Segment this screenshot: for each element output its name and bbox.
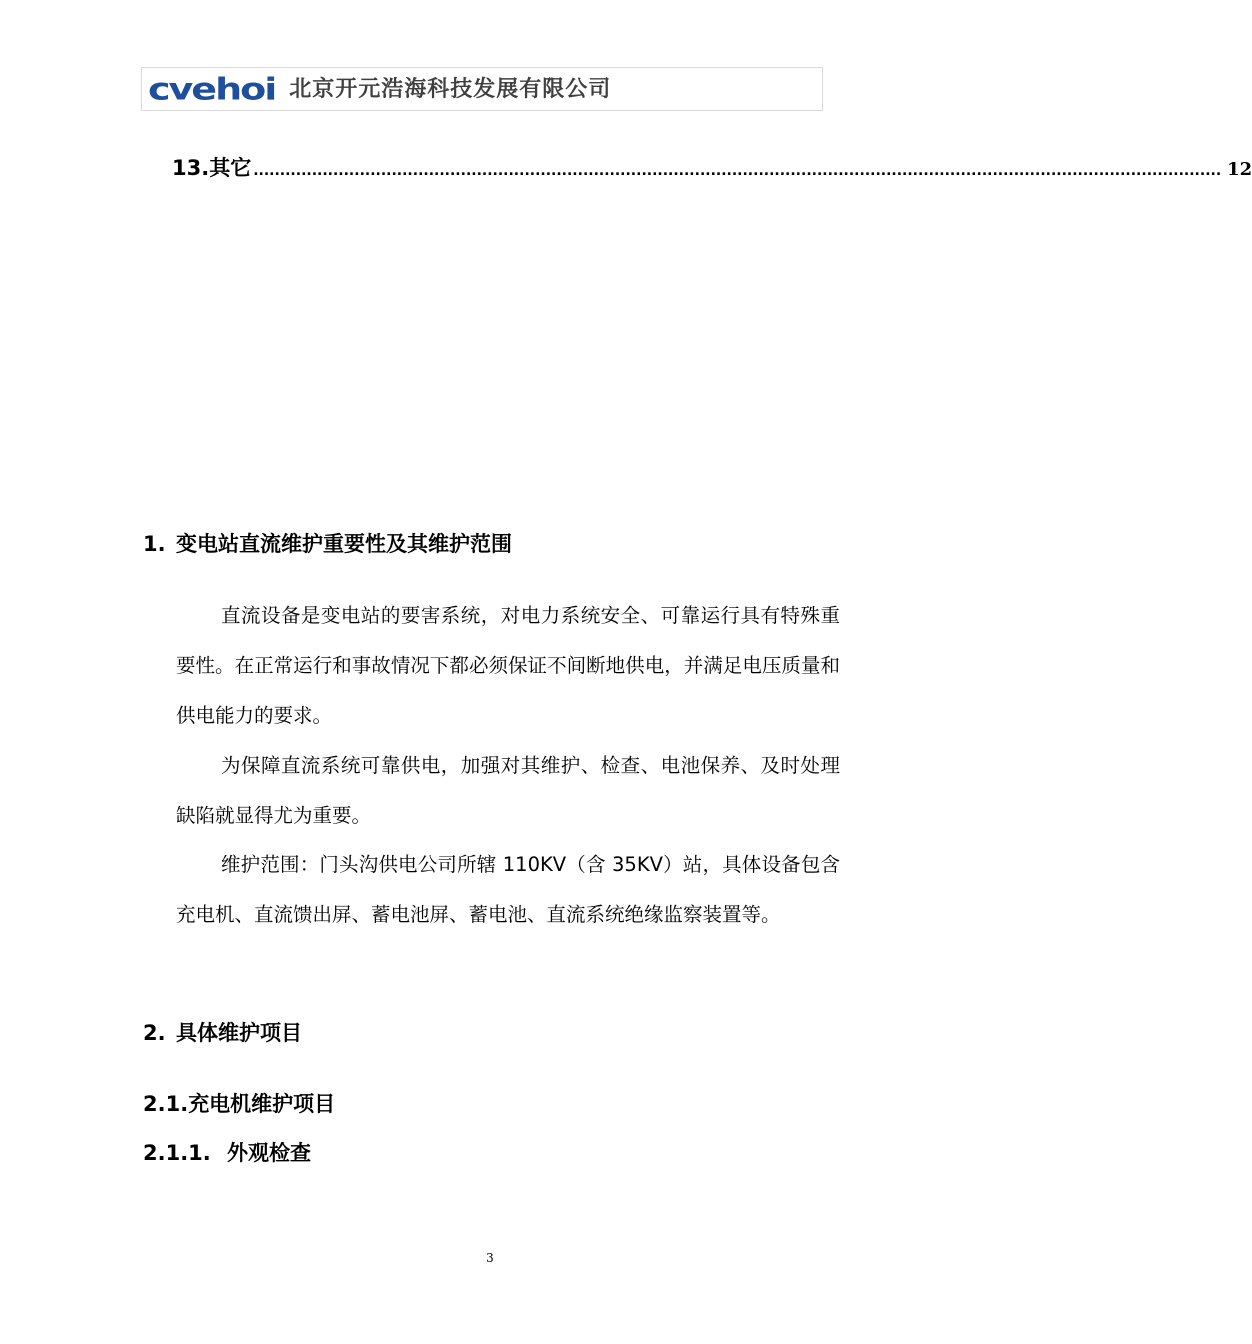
section-2-title: 具体维护项目 bbox=[176, 1021, 302, 1045]
section-2-1-1-heading bbox=[143, 1138, 311, 1168]
section-1-paragraph-3: 维护范围：门头沟供电公司所辖 110KV（含 35KV）站，具体设备包含充电机、直流馈出屏、蓄电池屏、蓄电池、直流系统绝缘监察装置等。 bbox=[176, 853, 840, 926]
page-header bbox=[141, 67, 823, 111]
toc-entry-title: 其它 bbox=[209, 156, 252, 180]
section-1-title: 变电站直流维护重要性及其维护范围 bbox=[176, 532, 512, 556]
section-2-1-number: 2.1. bbox=[143, 1092, 189, 1116]
toc-dot-leader: ...................................................................................................................................................................................... bbox=[253, 163, 1222, 179]
company-logo: cvehoi bbox=[148, 71, 276, 107]
toc-entry-number: 13. bbox=[172, 156, 210, 180]
toc-entry[interactable] bbox=[172, 152, 1252, 186]
section-2-1-heading bbox=[143, 1089, 335, 1119]
section-1-paragraph-2: 为保障直流系统可靠供电，加强对其维护、检查、电池保养、及时处理缺陷就显得尤为重要。 bbox=[176, 754, 840, 827]
section-2-1-1-title: 外观检查 bbox=[227, 1141, 311, 1165]
section-1-paragraph-1: 直流设备是变电站的要害系统，对电力系统安全、可靠运行具有特殊重要性。在正常运行和事故情况下都必须保证不间断地供电，并满足电压质量和供电能力的要求。 bbox=[176, 604, 840, 727]
section-1-number: 1. bbox=[143, 532, 166, 556]
page-number: 3 bbox=[486, 1251, 494, 1265]
toc-entry-page: 12 bbox=[1227, 159, 1252, 180]
section-1-heading bbox=[143, 529, 512, 559]
section-2-heading bbox=[143, 1018, 302, 1048]
section-2-1-title: 充电机维护项目 bbox=[188, 1092, 336, 1116]
section-2-1-1-number: 2.1.1. bbox=[143, 1141, 211, 1165]
section-2-number: 2. bbox=[143, 1021, 166, 1045]
company-name: 北京开元浩海科技发展有限公司 bbox=[289, 76, 612, 102]
